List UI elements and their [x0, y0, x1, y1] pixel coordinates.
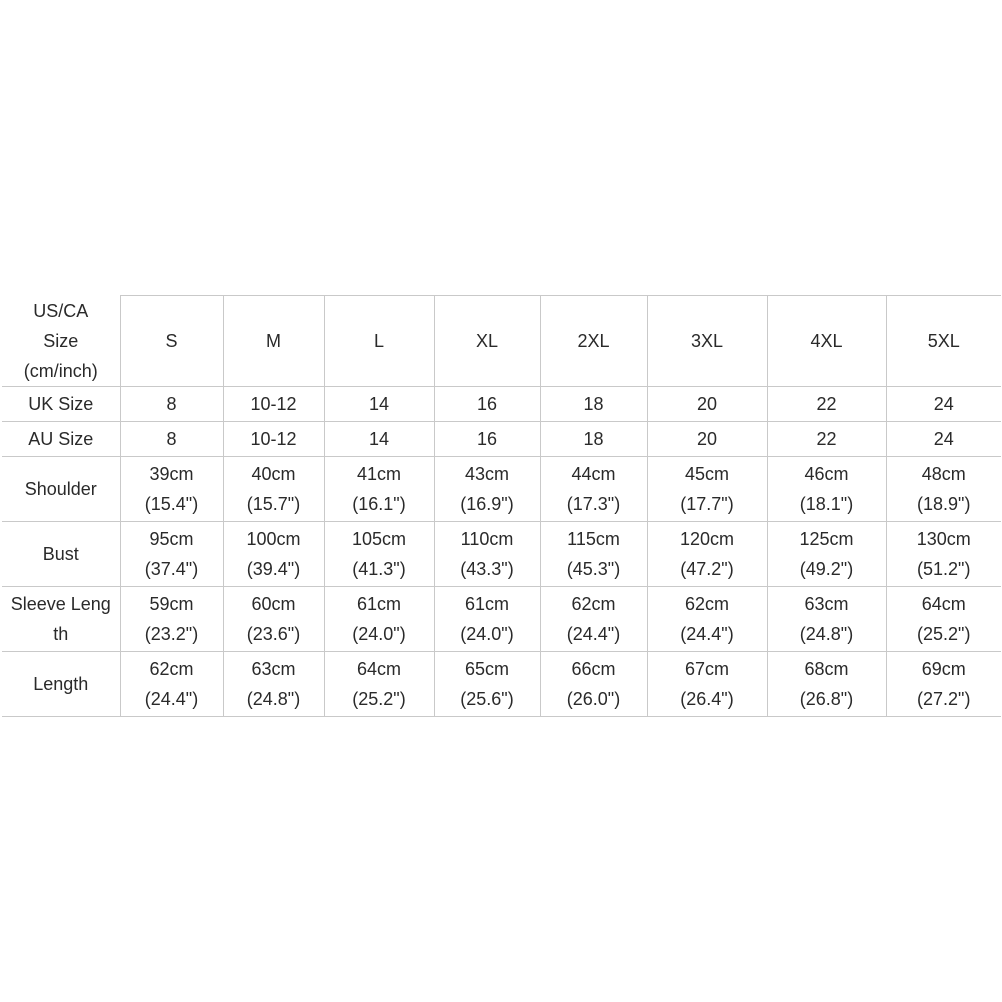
- table-row-length: [2, 651, 1001, 716]
- cell-shoulder-xl: [434, 456, 540, 521]
- cell-value: 63cm: [804, 593, 849, 614]
- cell-value: 40cm: [251, 463, 296, 484]
- cell-sleeve-length-s: [120, 586, 223, 651]
- cell-au-size-5xl: [886, 421, 1001, 456]
- cell-value: 100cm: [246, 528, 301, 549]
- cell-bust-3xl: [647, 521, 767, 586]
- cell-value: 45cm: [684, 463, 729, 484]
- cell-uk-size-m: [223, 386, 324, 421]
- row-label-cell: [2, 521, 120, 586]
- header-label-line: US/CA: [33, 300, 89, 321]
- size-chart-table: [2, 295, 1001, 717]
- cell-value-inches: (25.2"): [352, 688, 406, 709]
- cell-value-inches: (17.7"): [680, 493, 734, 514]
- cell-value: 44cm: [571, 463, 616, 484]
- cell-value-inches: (24.0"): [352, 623, 406, 644]
- cell-bust-m: [223, 521, 324, 586]
- header-row: [2, 296, 1001, 387]
- cell-value: 68cm: [804, 658, 849, 679]
- cell-au-size-3xl: [647, 421, 767, 456]
- cell-value: 43cm: [464, 463, 509, 484]
- size-header-l: L: [324, 296, 434, 387]
- cell-value-inches: (24.4"): [144, 688, 199, 709]
- size-header-s: S: [120, 296, 223, 387]
- cell-value-inches: (24.4"): [680, 623, 734, 644]
- cell-value: 61cm: [356, 593, 401, 614]
- cell-uk-size-4xl: [767, 386, 886, 421]
- cell-bust-4xl: [767, 521, 886, 586]
- cell-shoulder-3xl: [647, 456, 767, 521]
- row-label-cell: [2, 651, 120, 716]
- cell-value: 64cm: [356, 658, 401, 679]
- row-label-cell: [2, 421, 120, 456]
- cell-au-size-2xl: [540, 421, 647, 456]
- cell-value-inches: (15.4"): [144, 493, 199, 514]
- cell-shoulder-2xl: [540, 456, 647, 521]
- cell-value: 41cm: [356, 463, 401, 484]
- size-header-m: M: [223, 296, 324, 387]
- cell-value-inches: (43.3"): [460, 558, 514, 579]
- cell-value: 18: [583, 393, 604, 414]
- cell-value: 62cm: [571, 593, 616, 614]
- cell-length-5xl: [886, 651, 1001, 716]
- cell-value: 115cm: [567, 528, 620, 549]
- row-label-line: UK Size: [28, 393, 94, 414]
- cell-value-inches: (24.0"): [460, 623, 514, 644]
- cell-bust-5xl: [886, 521, 1001, 586]
- row-label-cell: [2, 586, 120, 651]
- cell-value-inches: (51.2"): [917, 558, 971, 579]
- cell-sleeve-length-l: [324, 586, 434, 651]
- row-label-line: Sleeve Leng: [10, 593, 111, 614]
- cell-value-inches: (25.2"): [917, 623, 971, 644]
- cell-au-size-xl: [434, 421, 540, 456]
- cell-value: 24: [933, 393, 954, 414]
- cell-value: 10-12: [250, 428, 297, 449]
- cell-value: 14: [368, 428, 390, 449]
- table-row-bust: [2, 521, 1001, 586]
- cell-sleeve-length-3xl: [647, 586, 767, 651]
- cell-bust-2xl: [540, 521, 647, 586]
- cell-value-inches: (16.1"): [352, 493, 406, 514]
- cell-value-inches: (41.3"): [352, 558, 406, 579]
- cell-value: 66cm: [571, 658, 616, 679]
- cell-value: 60cm: [251, 593, 296, 614]
- cell-value: 59cm: [149, 593, 194, 614]
- cell-value-inches: (24.4"): [566, 623, 621, 644]
- cell-value: 95cm: [149, 528, 194, 549]
- header-label-cell: [2, 296, 120, 387]
- row-label-line: th: [53, 623, 69, 644]
- cell-bust-xl: [434, 521, 540, 586]
- row-label-cell: [2, 456, 120, 521]
- cell-value-inches: (15.7"): [246, 493, 301, 514]
- cell-value-inches: (24.8"): [799, 623, 854, 644]
- cell-sleeve-length-2xl: [540, 586, 647, 651]
- cell-value-inches: (47.2"): [680, 558, 734, 579]
- cell-sleeve-length-m: [223, 586, 324, 651]
- cell-value: 8: [166, 393, 177, 414]
- header-label-line: Size: [43, 330, 79, 351]
- cell-value: 69cm: [921, 658, 966, 679]
- size-header-4xl: 4XL: [767, 296, 886, 387]
- cell-value: 20: [696, 393, 718, 414]
- cell-value: 64cm: [921, 593, 966, 614]
- cell-bust-s: [120, 521, 223, 586]
- cell-shoulder-l: [324, 456, 434, 521]
- cell-value: 110cm: [460, 528, 514, 549]
- cell-value: 48cm: [921, 463, 966, 484]
- row-label-line: AU Size: [28, 428, 94, 449]
- cell-value: 16: [476, 393, 498, 414]
- cell-value: 62cm: [149, 658, 194, 679]
- cell-value-inches: (23.6"): [246, 623, 301, 644]
- cell-value-inches: (45.3"): [566, 558, 621, 579]
- cell-value-inches: (24.8"): [246, 688, 301, 709]
- cell-value-inches: (18.1"): [799, 493, 854, 514]
- table-row-sleeve-length: [2, 586, 1001, 651]
- cell-value: 10-12: [250, 393, 297, 414]
- cell-length-4xl: [767, 651, 886, 716]
- cell-value: 18: [583, 428, 604, 449]
- cell-value: 20: [696, 428, 718, 449]
- cell-value: 39cm: [149, 463, 194, 484]
- cell-value: 61cm: [464, 593, 509, 614]
- cell-length-2xl: [540, 651, 647, 716]
- header-label-line: (cm/inch): [23, 360, 98, 381]
- cell-shoulder-s: [120, 456, 223, 521]
- cell-value-inches: (37.4"): [144, 558, 199, 579]
- cell-value: 130cm: [916, 528, 971, 549]
- cell-uk-size-xl: [434, 386, 540, 421]
- cell-value: 22: [816, 428, 837, 449]
- cell-shoulder-m: [223, 456, 324, 521]
- cell-value: 14: [368, 393, 390, 414]
- cell-length-s: [120, 651, 223, 716]
- cell-value: 62cm: [684, 593, 729, 614]
- cell-sleeve-length-4xl: [767, 586, 886, 651]
- size-header-5xl: 5XL: [886, 296, 1001, 387]
- cell-value: 24: [933, 428, 954, 449]
- cell-length-m: [223, 651, 324, 716]
- table-row-au-size: [2, 421, 1001, 456]
- cell-value-inches: (39.4"): [246, 558, 301, 579]
- cell-value-inches: (25.6"): [460, 688, 514, 709]
- cell-uk-size-3xl: [647, 386, 767, 421]
- cell-value: 8: [166, 428, 177, 449]
- cell-value: 16: [476, 428, 498, 449]
- cell-value: 120cm: [679, 528, 735, 549]
- row-label-line: Shoulder: [24, 478, 97, 499]
- cell-length-l: [324, 651, 434, 716]
- cell-value-inches: (49.2"): [799, 558, 854, 579]
- size-header-2xl: 2XL: [540, 296, 647, 387]
- cell-value-inches: (26.8"): [799, 688, 854, 709]
- cell-value: 46cm: [804, 463, 849, 484]
- row-label-cell: [2, 386, 120, 421]
- cell-value-inches: (26.4"): [680, 688, 734, 709]
- cell-value: 105cm: [351, 528, 407, 549]
- cell-sleeve-length-5xl: [886, 586, 1001, 651]
- cell-uk-size-l: [324, 386, 434, 421]
- cell-value-inches: (16.9"): [460, 493, 514, 514]
- cell-length-3xl: [647, 651, 767, 716]
- row-label-line: Length: [33, 673, 89, 694]
- table-row-shoulder: [2, 456, 1001, 521]
- table-row-uk-size: [2, 386, 1001, 421]
- cell-value-inches: (26.0"): [566, 688, 621, 709]
- cell-value-inches: (17.3"): [566, 493, 621, 514]
- size-header-3xl: 3XL: [647, 296, 767, 387]
- cell-au-size-s: [120, 421, 223, 456]
- cell-bust-l: [324, 521, 434, 586]
- cell-uk-size-2xl: [540, 386, 647, 421]
- cell-value-inches: (18.9"): [917, 493, 971, 514]
- cell-value: 22: [816, 393, 837, 414]
- cell-shoulder-4xl: [767, 456, 886, 521]
- cell-value: 67cm: [684, 658, 729, 679]
- cell-uk-size-5xl: [886, 386, 1001, 421]
- cell-shoulder-5xl: [886, 456, 1001, 521]
- cell-length-xl: [434, 651, 540, 716]
- row-label-line: Bust: [42, 543, 79, 564]
- cell-uk-size-s: [120, 386, 223, 421]
- cell-au-size-4xl: [767, 421, 886, 456]
- cell-sleeve-length-xl: [434, 586, 540, 651]
- size-header-xl: XL: [434, 296, 540, 387]
- cell-au-size-l: [324, 421, 434, 456]
- cell-au-size-m: [223, 421, 324, 456]
- cell-value: 65cm: [464, 658, 509, 679]
- cell-value-inches: (23.2"): [144, 623, 199, 644]
- cell-value: 63cm: [251, 658, 296, 679]
- cell-value-inches: (27.2"): [917, 688, 971, 709]
- cell-value: 125cm: [799, 528, 854, 549]
